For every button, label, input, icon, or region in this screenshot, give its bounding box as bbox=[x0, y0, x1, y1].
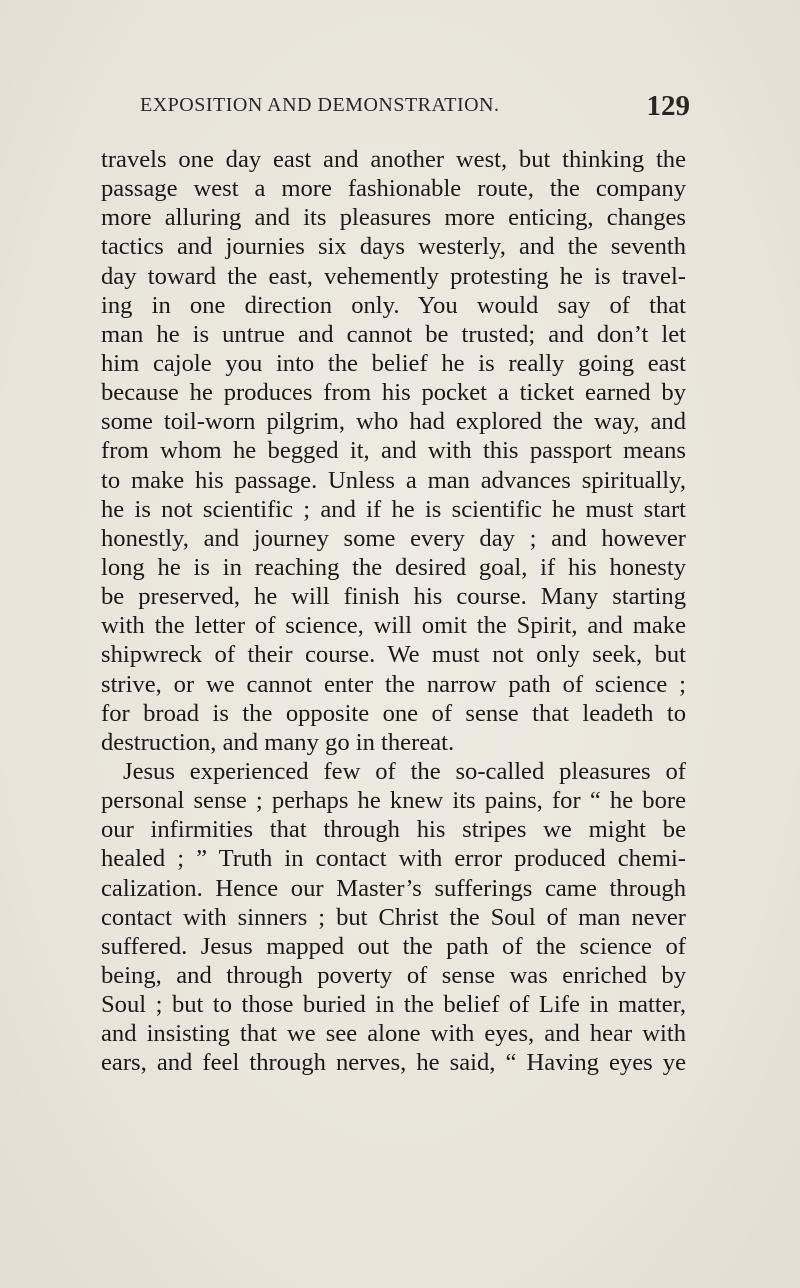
text-line: ing in one direction only. You would say of that bbox=[101, 291, 686, 319]
page-number: 129 bbox=[646, 90, 690, 122]
running-head bbox=[100, 92, 690, 122]
text-line: for broad is the opposite one of sense that leadeth to bbox=[101, 699, 686, 727]
text-line: with the letter of science, will omit the Spirit, and make bbox=[101, 612, 686, 640]
text-line: ears, and feel through nerves, he said, “ Having eyes ye bbox=[101, 1049, 686, 1077]
text-line: calization. Hence our Master’s sufferings came through bbox=[101, 874, 686, 902]
text-line: being, and through poverty of sense was enriched by bbox=[101, 961, 686, 989]
text-line: from whom he begged it, and with this passport means bbox=[101, 437, 686, 465]
text-line: personal sense ; perhaps he knew its pains, for “ he bore bbox=[101, 787, 686, 815]
text-line: long he is in reaching the desired goal, if his honesty bbox=[101, 553, 686, 581]
text-line: honestly, and journey some every day ; and however bbox=[101, 524, 686, 552]
text-line: Soul ; but to those buried in the belief of Life in matter, bbox=[101, 991, 686, 1019]
text-line: to make his passage. Unless a man advances spiritually, bbox=[101, 466, 686, 494]
text-line: our infirmities that through his stripes we might be bbox=[101, 816, 686, 844]
text-line: more alluring and its pleasures more enticing, changes bbox=[101, 204, 686, 232]
text-line: strive, or we cannot enter the narrow path of science ; bbox=[101, 670, 686, 698]
body-text bbox=[101, 145, 686, 1078]
text-line: passage west a more fashionable route, the company bbox=[101, 175, 686, 203]
text-line: day toward the east, vehemently protesting he is travel- bbox=[101, 262, 686, 290]
text-line: healed ; ” Truth in contact with error produced chemi- bbox=[101, 845, 686, 873]
text-line: because he produces from his pocket a ticket earned by bbox=[101, 379, 686, 407]
text-line: man he is untrue and cannot be trusted; and don’t let bbox=[101, 320, 686, 348]
text-line: some toil-worn pilgrim, who had explored the way, and bbox=[101, 408, 686, 436]
paragraph-start-line: Jesus experienced few of the so-called pleasures of bbox=[123, 757, 686, 785]
paragraph-end-line: destruction, and many go in thereat. bbox=[101, 728, 455, 756]
text-line: suffered. Jesus mapped out the path of the science of bbox=[101, 932, 686, 960]
text-line: contact with sinners ; but Christ the Soul of man never bbox=[101, 903, 686, 931]
text-line: shipwreck of their course. We must not only seek, but bbox=[101, 641, 686, 669]
text-line: him cajole you into the belief he is really going east bbox=[101, 349, 686, 377]
text-line: he is not scientific ; and if he is scientific he must start bbox=[101, 495, 686, 523]
text-line: travels one day east and another west, but thinking the bbox=[101, 146, 686, 173]
running-title: EXPOSITION AND DEMONSTRATION. bbox=[140, 94, 500, 116]
text-line: be preserved, he will finish his course. Many starting bbox=[101, 583, 686, 611]
text-line: and insisting that we see alone with eyes, and hear with bbox=[101, 1020, 686, 1048]
text-line: tactics and journies six days westerly, and the seventh bbox=[101, 233, 686, 261]
